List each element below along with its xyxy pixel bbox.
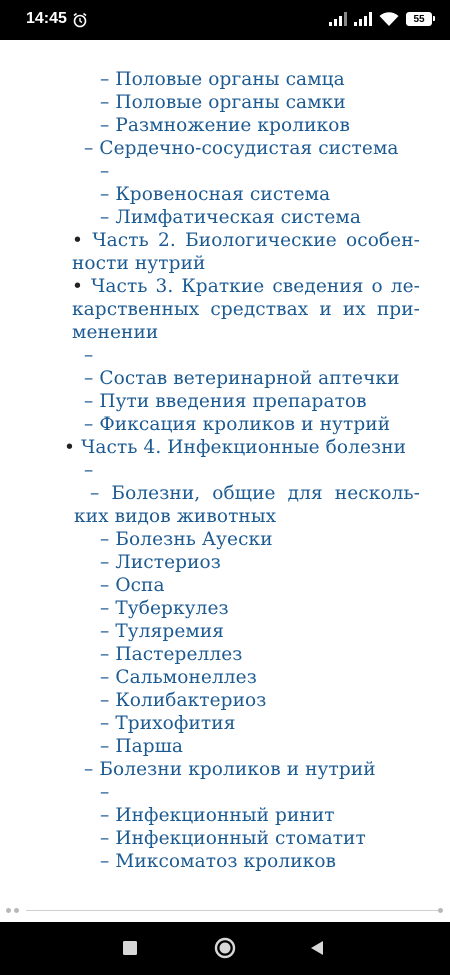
- alarm-icon: [72, 12, 88, 28]
- back-button[interactable]: [304, 935, 330, 961]
- home-button[interactable]: [212, 935, 238, 961]
- toc-item[interactable]: – Состав ветеринарной аптечки: [84, 368, 400, 389]
- toc-item[interactable]: – Трихофития: [100, 713, 236, 734]
- toc-item[interactable]: • Часть 2. Биологические особен-: [72, 230, 421, 251]
- bullet: •: [72, 276, 84, 297]
- toc-item[interactable]: –: [100, 161, 110, 182]
- toc-item[interactable]: – Сальмонеллез: [100, 667, 257, 688]
- battery-level: 55: [413, 13, 425, 25]
- toc-item[interactable]: – Колибактериоз: [100, 690, 267, 711]
- toc-item[interactable]: –: [84, 460, 94, 481]
- toc-item[interactable]: – Фиксация кроликов и нутрий: [84, 414, 391, 435]
- toc-item[interactable]: – Миксоматоз кроликов: [100, 851, 337, 872]
- toc-item[interactable]: – Сердечно-сосудистая система: [84, 138, 399, 159]
- scroll-dot: [438, 908, 443, 913]
- toc-item[interactable]: менении: [72, 322, 159, 343]
- bullet: •: [64, 437, 76, 458]
- toc-item[interactable]: – Половые органы самца: [100, 69, 345, 90]
- battery-icon: [406, 12, 432, 26]
- toc-item[interactable]: – Размножение кроликов: [100, 115, 350, 136]
- toc-item[interactable]: – Туберкулез: [100, 598, 229, 619]
- recent-apps-button[interactable]: [117, 935, 143, 961]
- toc-item[interactable]: – Инфекционный стоматит: [100, 828, 366, 849]
- toc-item[interactable]: – Пути введения препаратов: [84, 391, 367, 412]
- status-icons: [329, 10, 432, 28]
- wifi-icon: [379, 12, 399, 27]
- toc-item[interactable]: • Часть 3. Краткие сведения о ле-: [72, 276, 420, 297]
- toc-item[interactable]: – Пастереллез: [100, 644, 243, 665]
- toc-item[interactable]: – Половые органы самки: [100, 92, 346, 113]
- navigation-bar: [0, 922, 450, 975]
- recent-apps-icon: [123, 941, 137, 955]
- toc-item[interactable]: • Часть 4. Инфекционные болезни: [64, 437, 407, 458]
- scroll-dot: [6, 908, 11, 913]
- toc-item[interactable]: ких видов животных: [74, 506, 277, 527]
- toc-item[interactable]: – Болезнь Ауески: [100, 529, 273, 550]
- toc-item[interactable]: – Оспа: [100, 575, 165, 596]
- toc-item[interactable]: – Листериоз: [100, 552, 221, 573]
- home-icon: [214, 937, 236, 959]
- toc-item[interactable]: – Болезни кроликов и нутрий: [84, 759, 376, 780]
- signal-icon: [329, 12, 347, 26]
- toc-content: [0, 40, 450, 915]
- toc-item[interactable]: – Лимфатическая система: [100, 207, 362, 228]
- toc-item[interactable]: – Болезни, общие для несколь-: [90, 483, 420, 504]
- toc-item[interactable]: – Кровеносная система: [100, 184, 331, 205]
- status-time: 14:45: [26, 10, 67, 27]
- toc-item[interactable]: ности нутрий: [72, 253, 206, 274]
- scroll-track: [26, 910, 438, 911]
- bullet: •: [72, 230, 84, 251]
- toc-item[interactable]: –: [84, 345, 94, 366]
- page-scroll-indicator[interactable]: [6, 906, 444, 914]
- toc-item[interactable]: – Инфекционный ринит: [100, 805, 335, 826]
- signal-icon: [354, 12, 372, 26]
- toc-item[interactable]: – Туляремия: [100, 621, 225, 642]
- toc-item[interactable]: – Парша: [100, 736, 184, 757]
- scroll-dot: [14, 908, 19, 913]
- toc-item[interactable]: карственных средствах и их при-: [72, 299, 420, 320]
- back-icon: [309, 940, 325, 956]
- toc-item[interactable]: –: [100, 782, 110, 803]
- status-bar: [0, 0, 450, 40]
